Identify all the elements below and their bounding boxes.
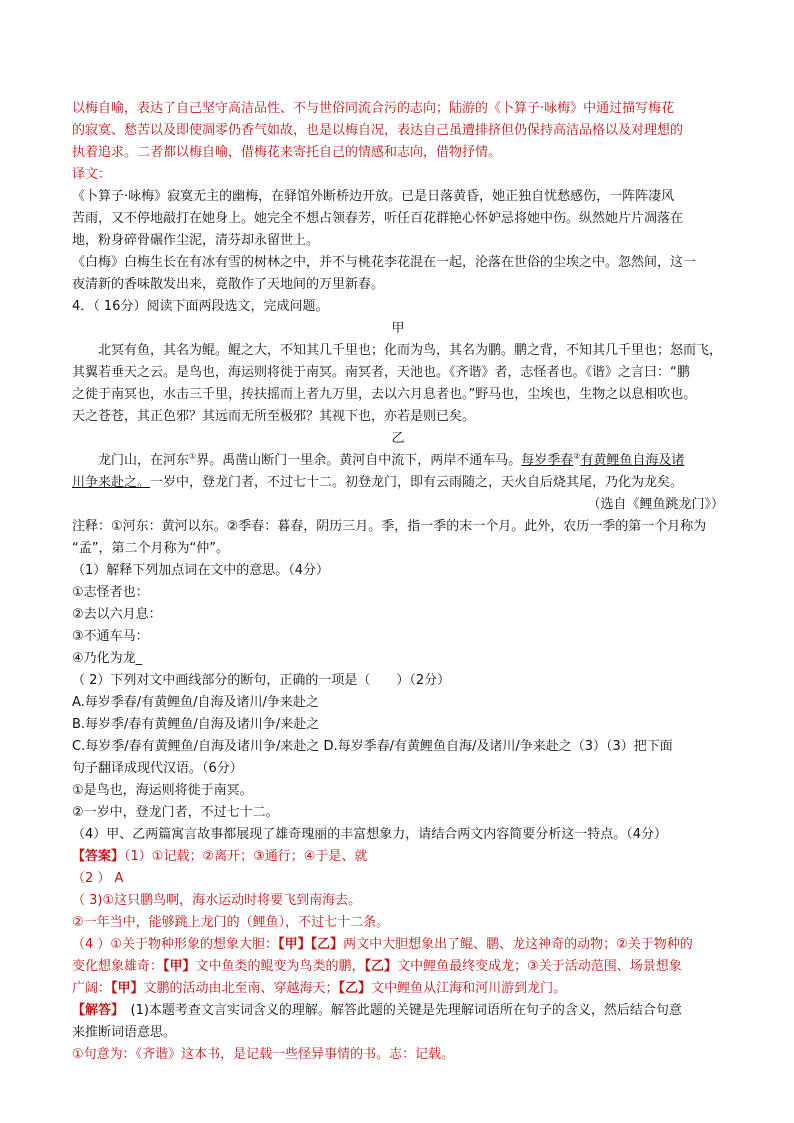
answer-line-2: （2 ） A [72,871,124,886]
passage-yi-line-2 [72,472,724,494]
yi-underlined-b: 有黄鲤鱼自海及诸 [580,453,685,468]
answer-6b: 【甲】 [163,959,196,974]
sub1-item-1: ①志怪者也： [72,585,149,600]
translation-line-5: 夜清新的香味散发出来，竟散作了天地间的万里新春。 [72,277,385,292]
passage-jia-line-3: 之徙于南冥也，水击三千里，抟扶摇而上者九万里，去以六月息者也。”野马也，尘埃也，生物之以息相吹也。 [72,387,697,402]
intro-line-1: 以梅自喻，表达了自己坚守高洁品性、不与世俗同流合污的志向；陆游的《卜算子·咏梅》中通过描写梅花 [72,101,675,116]
answer-line-6 [72,956,724,978]
sub2-stem: （ 2）下列对文中画线部分的断句，正确的一项是（ ）（2分） [72,673,451,688]
translation-label: 译文： [72,167,112,182]
answer-line-5 [72,934,724,956]
answer-5b: 【甲】【乙】 [278,937,344,952]
sub4-stem: （4）甲、乙两篇寓言故事都展现了雄奇瑰丽的丰富想象力，请结合两文内容简要分析这一特点。（4分） [72,827,668,842]
passage-jia-line-4: 天之苍苍，其正色邪？其远而无所至极邪？其视下也，亦若是则已矣。 [72,409,476,424]
passage-yi-line-1 [72,450,724,472]
analysis-line-1 [72,1000,724,1022]
document-page [72,98,724,1066]
notes-line-2: “孟”，第二个月称为“仲”。 [72,541,229,556]
yi-underlined-a: 每岁季春 [521,453,574,468]
analysis-tag: 【解答】 [72,1003,118,1018]
passage-yi-title: 乙 [391,431,405,446]
answer-7c: 文鹏的活动由北至南、穿越海天； [143,981,339,996]
sub3-item-2: ②一岁中，登龙门者，不过七十二。 [72,805,279,820]
notes-line-1: 注释：①河东：黄河以东。②季春：暮春，阴历三月。季，指一季的末一个月。此外，农历一季的第一个月称为 [72,519,707,534]
analysis-line-2: 来推断词语意思。 [72,1025,177,1040]
yi-underlined-c: 川争来赴之。 [72,475,151,490]
answer-tag: 【答案】 [72,849,125,864]
answer-7e: 文中鲤鱼从江海和河川游到龙门。 [371,981,567,996]
sub1-item-3: ③不通车马： [72,629,149,644]
sub3-item-1: ①是鸟也，海运则将徙于南冥。 [72,783,253,798]
answer-line-1 [72,846,724,868]
sub2-option-b: B.每岁季/春有黄鲤鱼/自海及诸川争/来赴之 [72,717,320,732]
footnote-2-marker: ② [573,451,581,461]
answer-6d: 【乙】 [364,959,398,974]
answer-7a: 广阔： [72,981,112,996]
sub1-item-2: ②去以六月息： [72,607,162,622]
answer-6e: 文中鲤鱼最终变成龙；③关于活动范围、场景想象 [397,959,682,974]
answer-7d: 【乙】 [338,981,372,996]
answer-text-1: （1）①记载；②离开；③通行；④于是、就 [124,849,368,864]
answer-line-4: ②一年当中，能够跳上龙门的（鲤鱼），不过七十二条。 [72,915,390,930]
answer-5a: （4 ）①关于物种形象的想象大胆： [72,937,279,952]
translation-line-2: 苦雨，又不停地敲打在她身上。她完全不想占领春芳，听任百花群艳心怀妒忌将她中伤。纵然她片片凋落在 [72,211,684,226]
passage-jia-title: 甲 [391,321,405,336]
sub2-option-a: A.每岁季春/有黄鲤鱼/自海及诸川/争来赴之 [72,695,319,710]
sub1-item-4: ④乃化为龙_ [72,651,143,666]
sub1-stem: （1）解释下列加点词在文中的意思。（4分） [72,563,330,578]
yi-text-c: 一岁中，登龙门者，不过七十二。初登龙门，即有云雨随之，天火自后烧其尾，乃化为龙矣。 [150,475,684,490]
intro-line-3: 执着追求。二者都以梅自喻，借梅花来寄托自己的情感和志向，借物抒情。 [72,145,502,160]
passage-jia-line-1: 北冥有鱼，其名为鲲。鲲之大，不知其几千里也；化而为鸟，其名为鹏。鹏之背，不知其几千里也；怒而飞， [98,343,723,358]
answer-line-7 [72,978,724,1000]
translation-line-1: 《卜算子·咏梅》寂寞无主的幽梅，在驿馆外断桥边开放。已是日落黄昏，她正独自忧愁感伤，一阵阵凄风 [72,189,675,204]
passage-jia-line-2: 其翼若垂天之云。是鸟也，海运则将徙于南冥。南冥者，天池也。《齐谐》者，志怪者也。《谐》之言曰：“鹏 [72,365,690,380]
answer-7b: 【甲】 [111,981,144,996]
passage-source: （选自《鲤鱼跳龙门》） [587,497,724,512]
answer-5c: 两文中大胆想象出了鲲、鹏、龙这神奇的动物；②关于物种的 [343,937,693,952]
question-4-header: 4．（ 16分）阅读下面两段选文，完成问题。 [72,299,329,314]
yi-text-a: 龙门山，在河东 [98,453,190,468]
translation-line-3: 地，粉身碎骨碾作尘泥，清芬却永留世上。 [72,233,320,248]
intro-line-2: 的寂寞、愁苦以及即使凋零仍香气如故，也是以梅自况，表达自己虽遭排挤但仍保持高洁品格以及对理想的 [72,123,684,138]
analysis-line-3: ①句意为：《齐谐》这本书，是记载一些怪异事情的书。志：记载。 [72,1047,455,1062]
yi-text-b: 界。禹凿山断门一里余。黄河自中流下，两岸不通车马。 [196,453,522,468]
sub2-option-cd: C.每岁季/春有黄鲤鱼/自海及诸川争/来赴之 D.每岁季春/有黄鲤鱼自海/及诸川/争来赴之（3）（3）把下面 [72,739,673,754]
answer-6c: 文中鱼类的鲲变为鸟类的鹏， [195,959,365,974]
answer-line-3: （ 3)①这只鹏鸟啊，海水运动时将要飞到南海去。 [72,893,362,908]
analysis-text-1: (1)本题考查文言实词含义的理解。解答此题的关键是先理解词语所在句子的含义，然后结合句意 [117,1003,682,1018]
sub3-stem: 句子翻译成现代汉语。（6分） [72,761,243,776]
translation-line-4: 《白梅》白梅生长在有冰有雪的树林之中，并不与桃花李花混在一起，沦落在世俗的尘埃之中。忽然间，这一 [72,255,697,270]
answer-6a: 变化想象雄奇： [72,959,164,974]
footnote-1-marker: ① [189,451,197,461]
